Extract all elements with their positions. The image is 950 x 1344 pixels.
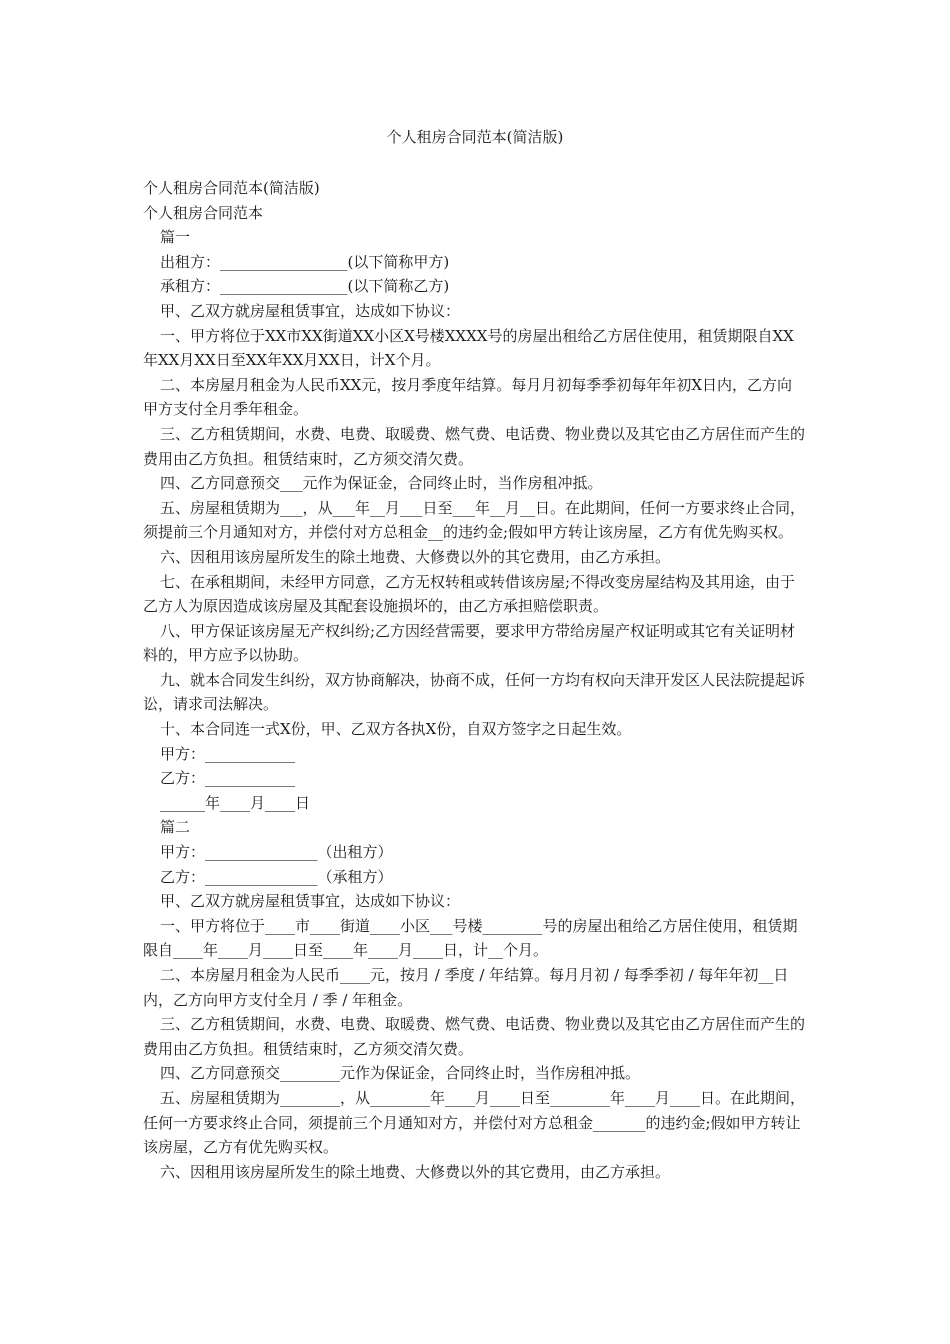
subheading-line: 个人租房合同范本 [143, 203, 264, 222]
lessee-line: 承租方：_________________(以下简称乙方) [160, 277, 450, 296]
clause-paragraph: 六、因租用该房屋所发生的除土地费、大修费以外的其它费用，由乙方承担。 [160, 547, 671, 566]
clause-paragraph: 七、在承租期间，未经甲方同意，乙方无权转租或转借该房屋;不得改变房屋结构及其用途，由于乙方人为原因造成该房屋及其配套设施损坏的，由乙方承担赔偿职责。 [143, 572, 796, 616]
signature-party-a: 甲方：____________ [160, 744, 296, 763]
section-label: 篇二 [160, 818, 191, 837]
clause-paragraph: 一、甲方将位于XX市XX街道XX小区X号楼XXXX号的房屋出租给乙方居住使用，租赁期限自XX年XX月XX日至XX年XX月XX日，计X个月。 [143, 326, 794, 370]
clause-paragraph: 一、甲方将位于____市____街道____小区___号楼________号的房屋出租给乙方居住使用，租赁期限自____年____月____日至____年____月____日，计__个月。 [143, 916, 798, 960]
clause-paragraph: 九、就本合同发生纠纷，双方协商解决，协商不成，任何一方均有权向天津开发区人民法院提起诉讼，请求司法解决。 [143, 670, 806, 714]
signature-party-b: 乙方：____________ [160, 769, 296, 788]
clause-paragraph: 三、乙方租赁期间，水费、电费、取暖费、燃气费、电话费、物业费以及其它由乙方居住而产生的费用由乙方负担。租赁结束时，乙方须交清欠费。 [143, 1015, 806, 1058]
document-body [143, 176, 807, 1184]
clause-paragraph: 六、因租用该房屋所发生的除土地费、大修费以外的其它费用，由乙方承担。 [160, 1162, 671, 1181]
page-title: 个人租房合同范本(简洁版) [386, 128, 564, 146]
clause-paragraph: 五、房屋租赁期为________，从________年____月____日至________年____月____日。在此期间，任何一方要求终止合同，须提前三个月通知对方，并偿付对方总租金_______的违约金;假如甲方转让该房屋，乙方有优先购买权。 [143, 1088, 806, 1157]
clause-paragraph: 四、乙方同意预交___元作为保证金，合同终止时，当作房租冲抵。 [160, 474, 603, 493]
party-a-line: 甲方：_______________（出租方） [160, 843, 393, 862]
agreement-intro: 甲、乙双方就房屋租赁事宜，达成如下协议： [160, 892, 461, 911]
signature-date: ______年____月____日 [160, 793, 311, 812]
section-label: 篇一 [160, 228, 191, 247]
clause-paragraph: 二、本房屋月租金为人民币XX元，按月季度年结算。每月月初每季季初每年年初X日内，乙方向甲方支付全月季年租金。 [143, 375, 793, 419]
clause-paragraph: 四、乙方同意预交________元作为保证金，合同终止时，当作房租冲抵。 [160, 1064, 641, 1083]
heading-line: 个人租房合同范本(简洁版) [143, 179, 320, 197]
clause-paragraph: 二、本房屋月租金为人民币____元，按月 / 季度 / 年结算。每月月初 / 每季季初 / 每年年初__日内，乙方向甲方支付全月 / 季 / 年租金。 [143, 966, 789, 1009]
clause-paragraph: 五、房屋租赁期为___，从___年__月___日至___年__月__日。在此期间，任何一方要求终止合同，须提前三个月通知对方，并偿付对方总租金__的违约金;假如甲方转让该房屋，乙方有优先购买权。 [143, 498, 806, 542]
clause-paragraph: 八、甲方保证该房屋无产权纠纷;乙方因经营需要，要求甲方带给房屋产权证明或其它有关证明材料的，甲方应予以协助。 [143, 621, 796, 665]
clause-paragraph: 十、本合同连一式X份，甲、乙双方各执X份，自双方签字之日起生效。 [160, 720, 632, 739]
lessor-line: 出租方：_________________(以下简称甲方) [160, 252, 450, 271]
party-b-line: 乙方：_______________（承租方） [160, 867, 393, 886]
agreement-intro: 甲、乙双方就房屋租赁事宜，达成如下协议： [160, 301, 461, 320]
clause-paragraph: 三、乙方租赁期间，水费、电费、取暖费、燃气费、电话费、物业费以及其它由乙方居住而产生的费用由乙方负担。租赁结束时，乙方须交清欠费。 [143, 424, 806, 468]
